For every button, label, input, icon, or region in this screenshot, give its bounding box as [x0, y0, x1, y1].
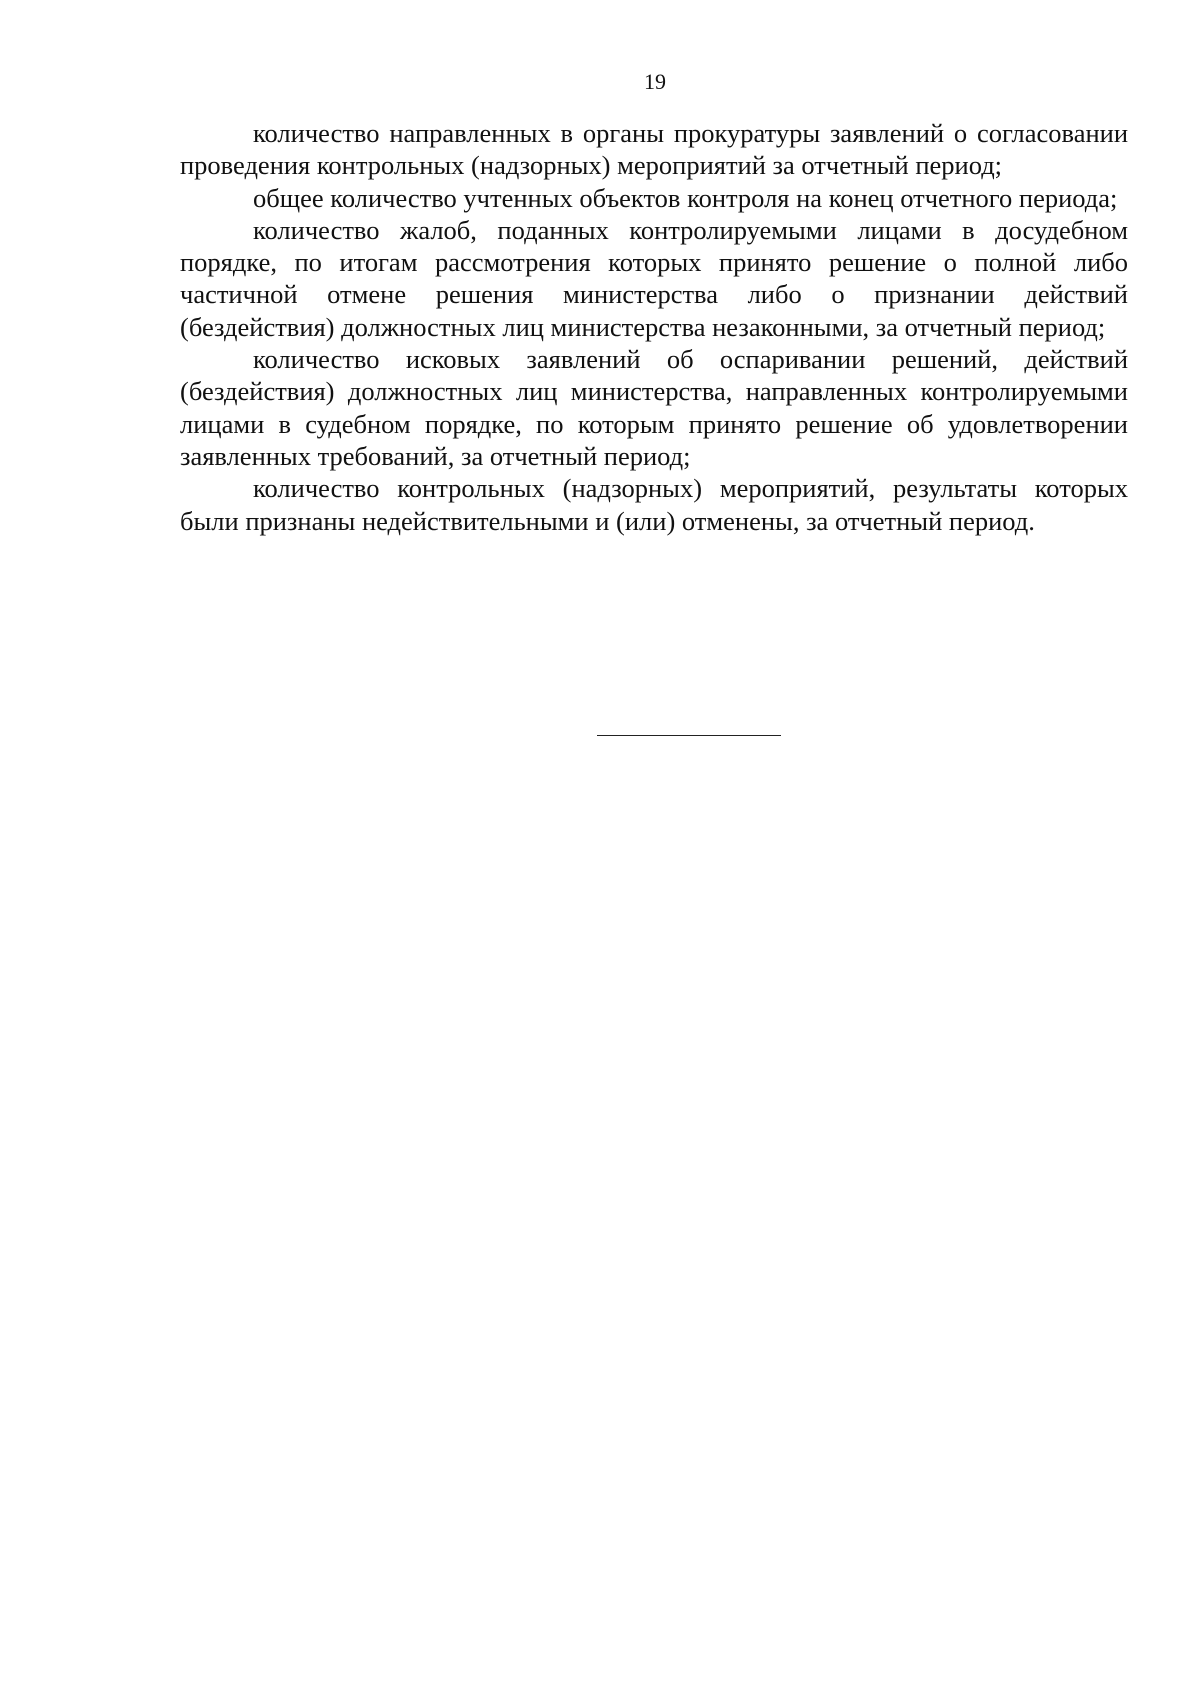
- page-number: 19: [644, 69, 666, 94]
- paragraph-invalidated-measures: количество контрольных (надзорных) мероприятий, результаты которых были признаны недействительными и (или) отменены, за отчетный период.: [180, 473, 1128, 536]
- paragraph-complaints: количество жалоб, поданных контролируемыми лицами в досудебном порядке, по итогам рассмотрения которых принято решение о полной либо частичной отмене решения министерства либо о признании действий (бездействия) должностных лиц министерства незаконными, за отчетный период;: [180, 214, 1128, 342]
- document-body: [180, 117, 1128, 537]
- paragraph-lawsuits: количество исковых заявлений об оспаривании решений, действий (бездействия) должностных лиц министерства, направленных контролируемыми лицами в судебном порядке, по которым принято решение об удовлетворении заявленных требований, за отчетный период;: [180, 344, 1128, 471]
- paragraph-control-objects: общее количество учтенных объектов контроля на конец отчетного периода;: [253, 182, 1118, 213]
- end-divider-line: [597, 735, 781, 736]
- paragraph-prosecutor-applications: количество направленных в органы прокуратуры заявлений о согласовании проведения контрольных (надзорных) мероприятий за отчетный период;: [180, 118, 1128, 181]
